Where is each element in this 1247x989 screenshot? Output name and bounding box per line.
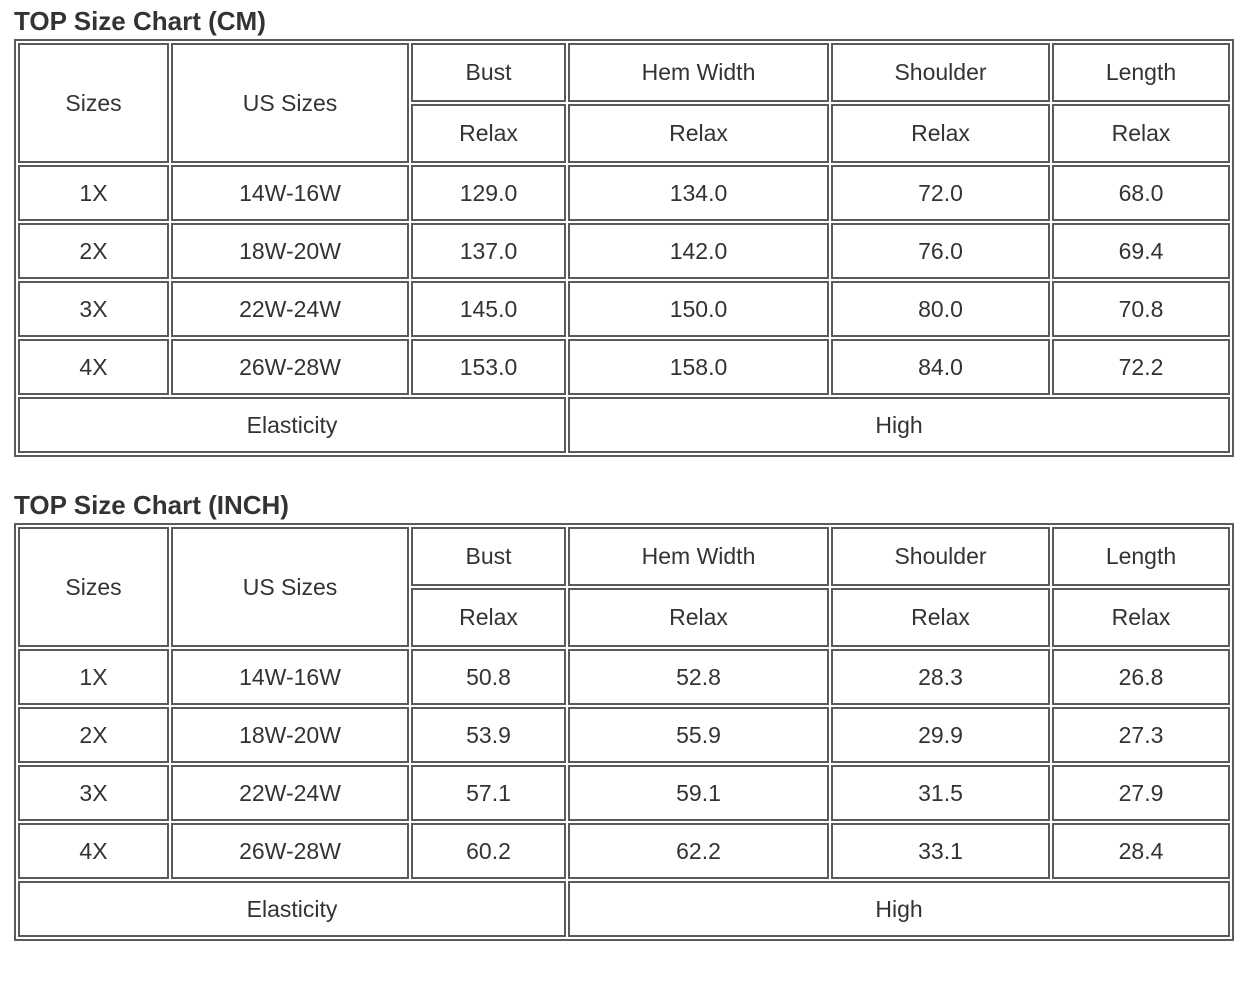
cell-length: 27.3 xyxy=(1052,707,1230,763)
cell-bust: 137.0 xyxy=(411,223,566,279)
subheader-shoulder-relax: Relax xyxy=(831,104,1050,163)
header-us-sizes: US Sizes xyxy=(171,527,409,647)
table-row xyxy=(18,707,1230,763)
cm-size-table xyxy=(14,39,1234,457)
subheader-bust-relax: Relax xyxy=(411,104,566,163)
subheader-hem-relax: Relax xyxy=(568,104,829,163)
cell-us-size: 26W-28W xyxy=(171,339,409,395)
cell-shoulder: 29.9 xyxy=(831,707,1050,763)
cell-bust: 129.0 xyxy=(411,165,566,221)
elasticity-row xyxy=(18,881,1230,937)
cell-length: 28.4 xyxy=(1052,823,1230,879)
elasticity-value: High xyxy=(568,397,1230,453)
subheader-hem-relax: Relax xyxy=(568,588,829,647)
subheader-shoulder-relax: Relax xyxy=(831,588,1050,647)
cell-bust: 53.9 xyxy=(411,707,566,763)
cell-size: 2X xyxy=(18,223,169,279)
cell-us-size: 14W-16W xyxy=(171,165,409,221)
elasticity-value: High xyxy=(568,881,1230,937)
subheader-length-relax: Relax xyxy=(1052,104,1230,163)
cell-shoulder: 80.0 xyxy=(831,281,1050,337)
inch-chart-title: TOP Size Chart (INCH) xyxy=(14,490,289,520)
cell-shoulder: 76.0 xyxy=(831,223,1050,279)
header-hem-width: Hem Width xyxy=(568,527,829,586)
header-length: Length xyxy=(1052,43,1230,102)
cell-shoulder: 84.0 xyxy=(831,339,1050,395)
cell-bust: 57.1 xyxy=(411,765,566,821)
header-row xyxy=(18,43,1230,102)
table-row xyxy=(18,165,1230,221)
cell-shoulder: 31.5 xyxy=(831,765,1050,821)
cell-length: 26.8 xyxy=(1052,649,1230,705)
cell-us-size: 18W-20W xyxy=(171,707,409,763)
header-shoulder: Shoulder xyxy=(831,527,1050,586)
cell-hem-width: 62.2 xyxy=(568,823,829,879)
inch-size-table xyxy=(14,523,1234,941)
cell-hem-width: 158.0 xyxy=(568,339,829,395)
cell-bust: 153.0 xyxy=(411,339,566,395)
cell-us-size: 26W-28W xyxy=(171,823,409,879)
cell-bust: 145.0 xyxy=(411,281,566,337)
header-length: Length xyxy=(1052,527,1230,586)
cell-hem-width: 134.0 xyxy=(568,165,829,221)
subheader-length-relax: Relax xyxy=(1052,588,1230,647)
cell-shoulder: 72.0 xyxy=(831,165,1050,221)
header-row xyxy=(18,527,1230,586)
elasticity-row xyxy=(18,397,1230,453)
table-row xyxy=(18,823,1230,879)
cell-us-size: 14W-16W xyxy=(171,649,409,705)
table-row xyxy=(18,223,1230,279)
header-shoulder: Shoulder xyxy=(831,43,1050,102)
cell-hem-width: 142.0 xyxy=(568,223,829,279)
cell-us-size: 18W-20W xyxy=(171,223,409,279)
cell-bust: 50.8 xyxy=(411,649,566,705)
cell-size: 1X xyxy=(18,165,169,221)
cell-length: 69.4 xyxy=(1052,223,1230,279)
subheader-bust-relax: Relax xyxy=(411,588,566,647)
cell-length: 72.2 xyxy=(1052,339,1230,395)
cell-size: 1X xyxy=(18,649,169,705)
cell-hem-width: 59.1 xyxy=(568,765,829,821)
cell-length: 27.9 xyxy=(1052,765,1230,821)
cell-size: 2X xyxy=(18,707,169,763)
cell-us-size: 22W-24W xyxy=(171,765,409,821)
cell-size: 4X xyxy=(18,823,169,879)
cell-size: 4X xyxy=(18,339,169,395)
cell-size: 3X xyxy=(18,765,169,821)
cell-length: 68.0 xyxy=(1052,165,1230,221)
cell-hem-width: 52.8 xyxy=(568,649,829,705)
table-row xyxy=(18,649,1230,705)
table-row xyxy=(18,339,1230,395)
cell-length: 70.8 xyxy=(1052,281,1230,337)
header-bust: Bust xyxy=(411,43,566,102)
cell-hem-width: 150.0 xyxy=(568,281,829,337)
cm-chart-title: TOP Size Chart (CM) xyxy=(14,6,266,36)
elasticity-label: Elasticity xyxy=(18,397,566,453)
table-row xyxy=(18,281,1230,337)
elasticity-label: Elasticity xyxy=(18,881,566,937)
header-bust: Bust xyxy=(411,527,566,586)
header-us-sizes: US Sizes xyxy=(171,43,409,163)
cell-shoulder: 33.1 xyxy=(831,823,1050,879)
cell-bust: 60.2 xyxy=(411,823,566,879)
header-sizes: Sizes xyxy=(18,527,169,647)
cell-shoulder: 28.3 xyxy=(831,649,1050,705)
header-sizes: Sizes xyxy=(18,43,169,163)
table-row xyxy=(18,765,1230,821)
cell-us-size: 22W-24W xyxy=(171,281,409,337)
cell-hem-width: 55.9 xyxy=(568,707,829,763)
cell-size: 3X xyxy=(18,281,169,337)
header-hem-width: Hem Width xyxy=(568,43,829,102)
